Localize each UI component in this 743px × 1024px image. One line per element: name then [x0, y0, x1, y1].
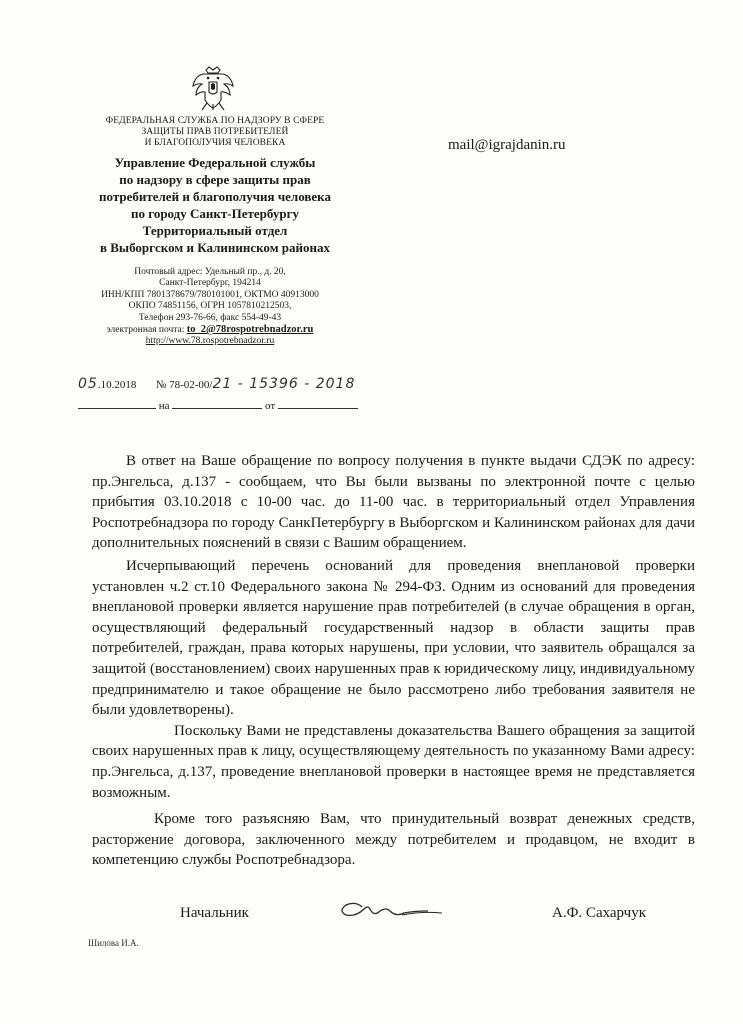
department-line: Территориальный отдел: [142, 223, 288, 238]
paragraph: Кроме того разъясняю Вам, что принудительный возврат денежных средств, расторжение договора, заключенного между потребителем и продавцом, не входит в компетенцию службы Роспотребнадзора.: [92, 811, 695, 869]
email-row: [60, 324, 360, 336]
reference-date: .10.2018: [97, 379, 137, 391]
reference-line: [78, 376, 355, 392]
department-line: в Выборгском и Калининском районах: [99, 240, 331, 255]
paragraph: Поскольку Вами не представлены доказательства Вашего обращения за защитой своих нарушенных прав к лицу, осуществляющему деятельность по указанному Вами адресу: пр.Энгельса, д.137, проведение внеплановой проверки в настоящее время не представляется возможным.: [92, 722, 695, 801]
reference-number-prefix: 78-02-00/: [169, 379, 213, 391]
on-label: на: [158, 400, 170, 412]
phone-fax: Телефон 293-76-66, факс 554-49-43: [138, 312, 282, 323]
agency-line: ЗАЩИТЫ ПРАВ ПОТРЕБИТЕЛЕЙ: [141, 127, 289, 137]
from-label: от: [265, 400, 276, 412]
department-name: [70, 154, 360, 256]
department-line: потребителей и благополучия человека: [99, 189, 331, 204]
postal-address: Почтовый адрес: Удельный пр., д. 20,: [134, 267, 286, 277]
recipient-email: mail@igrajdanin.ru: [448, 137, 566, 153]
handwritten-signature: [332, 891, 462, 931]
email-label: электронная почта:: [106, 325, 185, 336]
paragraph: В ответ на Ваше обращение по вопросу получения в пункте выдачи СДЭК по адресу: пр.Энгельса, д.137 - сообщаем, что Вы были вызваны по электронной почте с целью прибытия 03.10.2018 с 10-00 час. до 11-00 час. в территориальный отдел Управления Роспотребнадзора по городу СанкПетербургу в Выборгском и Калининском районах для дачи дополнительных пояснений в связи с Вашим обращением.: [92, 453, 695, 552]
inn-kpp: ИНН/КПП 7801378679/780101001, ОКТМО 40913000: [101, 289, 319, 300]
agency-line: И БЛАГОПОЛУЧИЯ ЧЕЛОВЕКА: [144, 138, 286, 148]
signer-position: Начальник: [180, 905, 249, 921]
contact-block: [60, 267, 360, 348]
executor-name: Шилова И.А.: [88, 938, 139, 948]
signer-name: А.Ф. Сахарчук: [552, 905, 647, 921]
handwritten-number: 21 - 15396 - 2018: [212, 376, 356, 392]
signature-block: [180, 905, 680, 935]
agency-line: ФЕДЕРАЛЬНАЯ СЛУЖБА ПО НАДЗОРУ В СФЕРЕ: [105, 116, 325, 126]
agency-name: [70, 116, 360, 149]
paragraph: Исчерпывающий перечень оснований для проведения внеплановой проверки установлен ч.2 ст.10 Федерального закона № 294-ФЗ. Одним из оснований для проведения внеплановой проверки является нарушение прав потребителей (в случае обращения в орган, осуществляющий федеральный государственный надзор в области защиты прав потребителей, граждан, права которых нарушены, при условии, что заявитель обращался за защитой (восстановлением) своих нарушенных прав к юридическому лицу, индивидуальному предпринимателю и такое обращение не было рассмотрено либо требования заявителя не были удовлетворены).: [92, 557, 695, 719]
department-line: по городу Санкт-Петербургу: [131, 206, 299, 221]
letter-body: [92, 451, 695, 871]
postal-city: Санкт-Петербург, 194214: [159, 278, 261, 289]
blank-field: [278, 396, 358, 409]
okpo-ogrn: ОКПО 74851156, ОГРН 1057810212503,: [128, 301, 292, 312]
number-label: №: [155, 379, 167, 391]
handwritten-day: 05: [78, 376, 98, 392]
department-line: Управление Федеральной службы: [114, 155, 316, 170]
department-line: по надзору в сфере защиты прав: [119, 172, 311, 187]
reference-blank-line: [78, 396, 358, 412]
blank-field: [172, 396, 262, 409]
agency-email-link[interactable]: to_2@78rospotrebnadzor.ru: [186, 324, 314, 336]
agency-website-link[interactable]: http://www.78.rospotrebnadzor.ru: [145, 336, 275, 347]
blank-field: [78, 396, 156, 409]
russian-coat-of-arms-icon: [190, 64, 236, 114]
